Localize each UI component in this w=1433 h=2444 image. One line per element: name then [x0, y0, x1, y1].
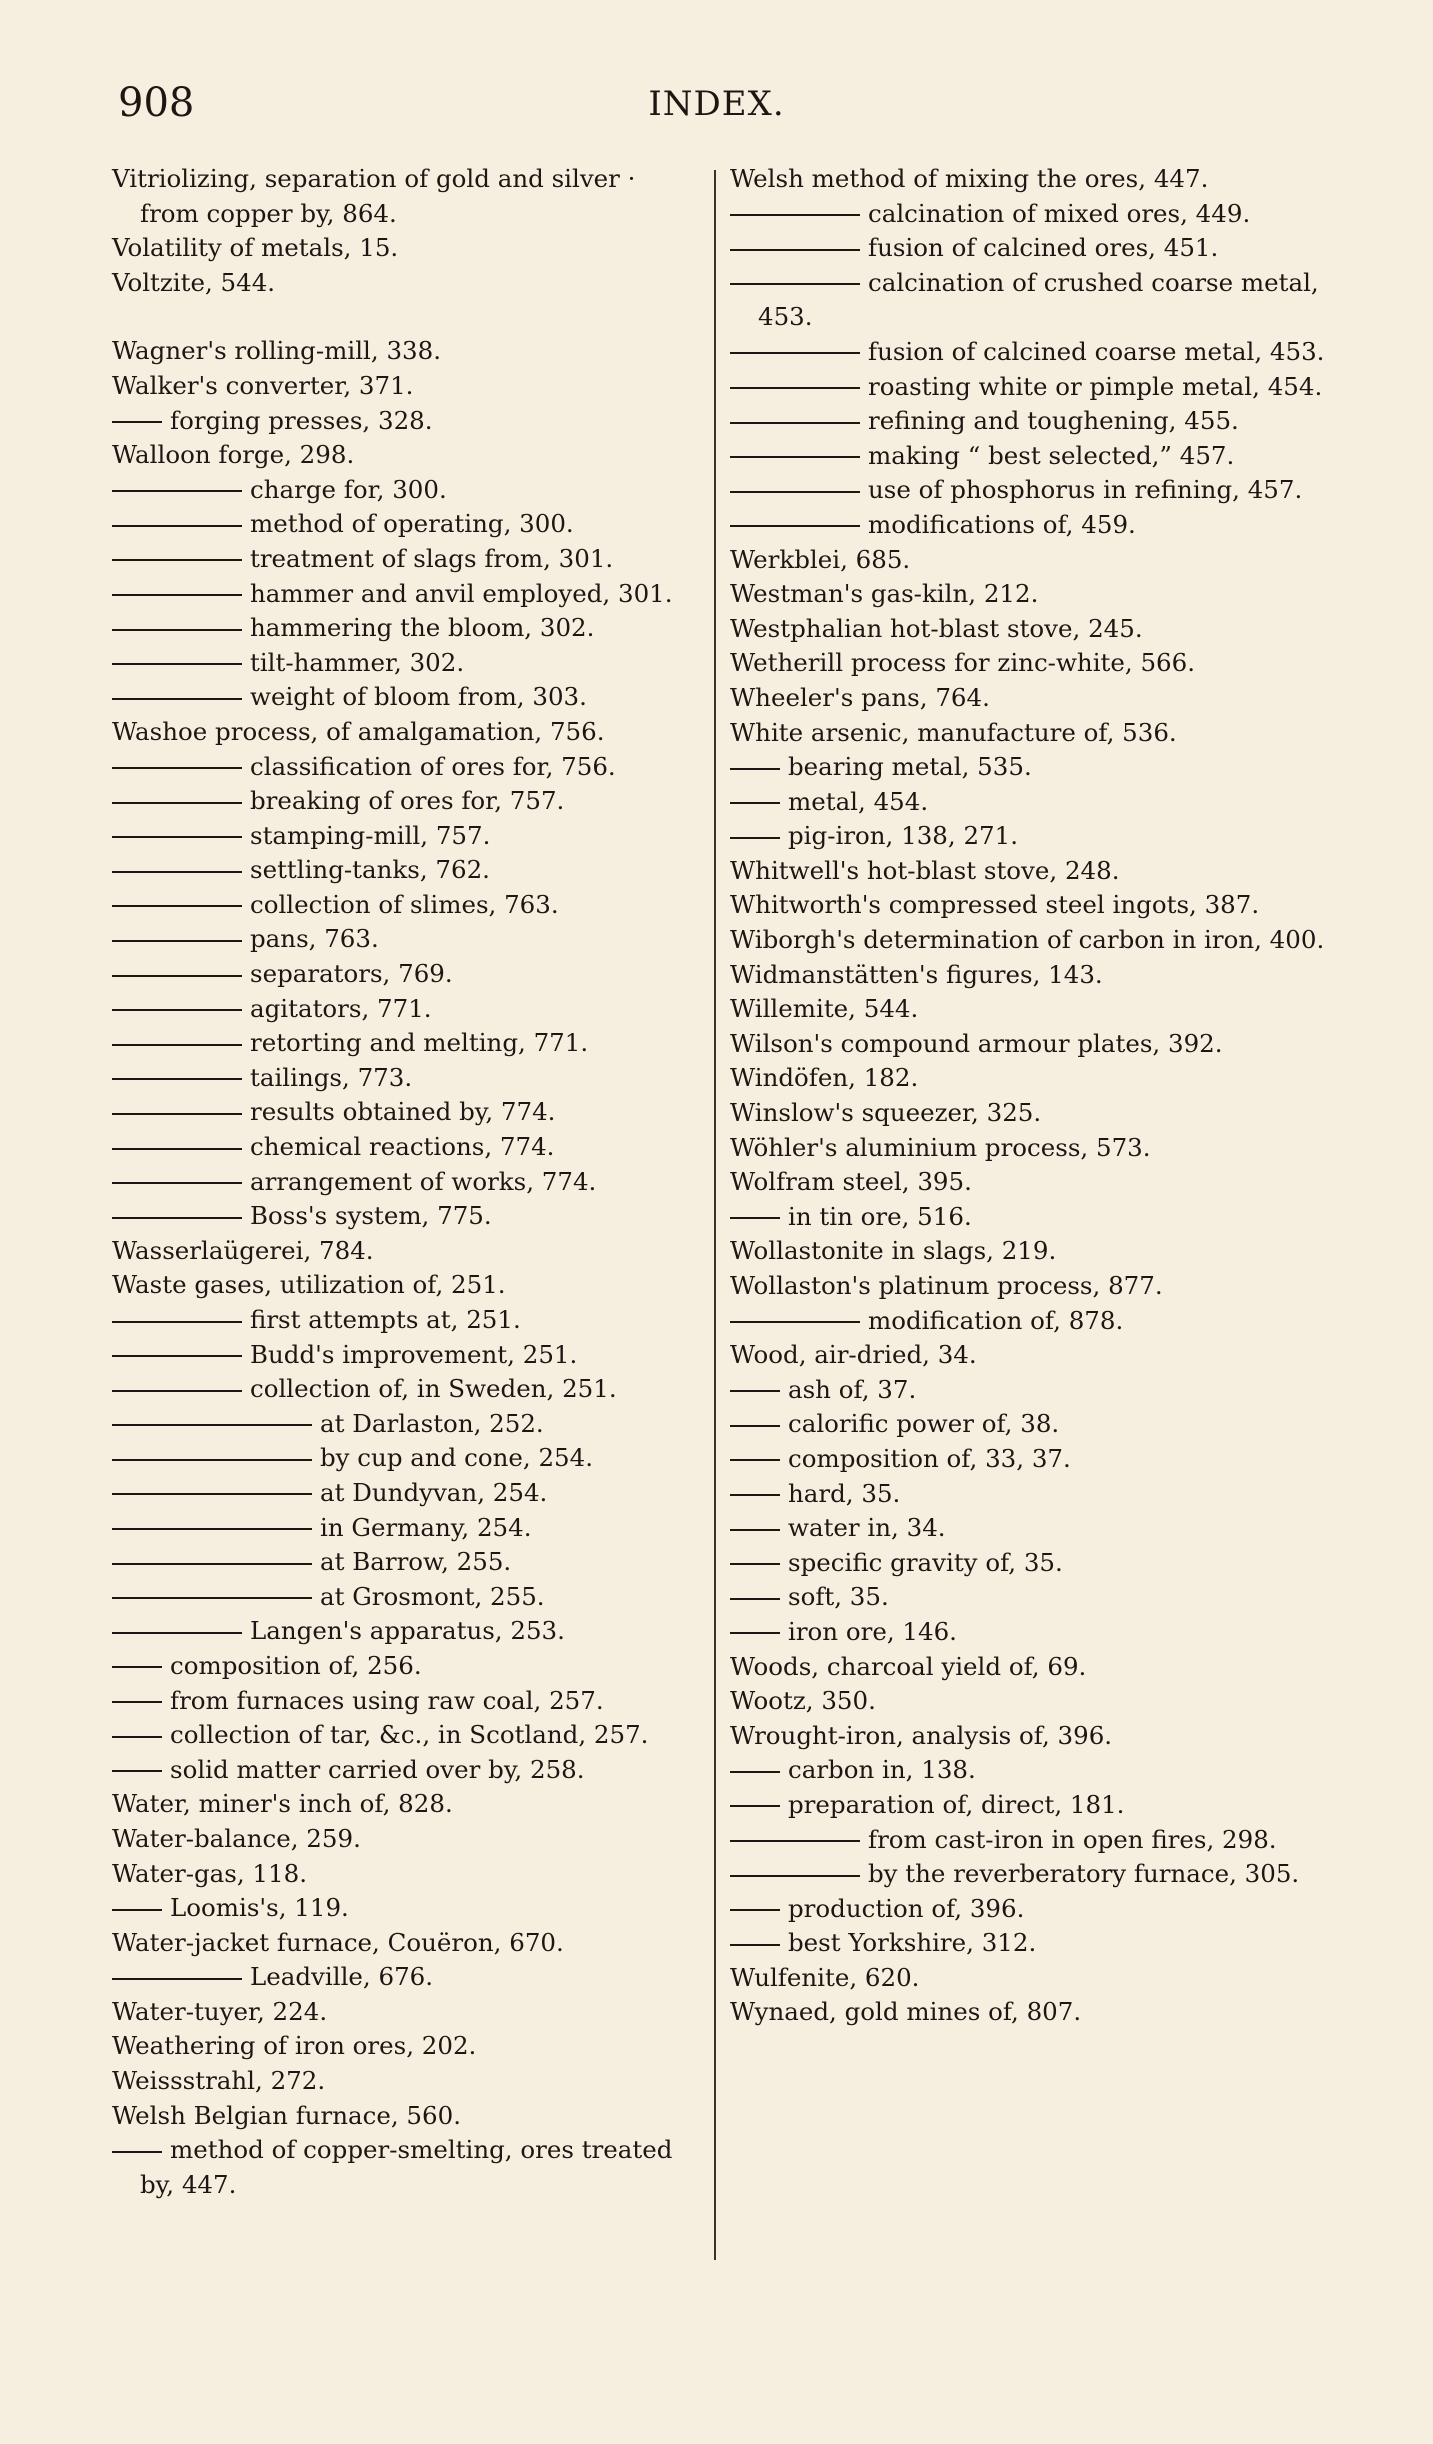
- entry-text: chemical reactions, 774.: [250, 1132, 555, 1162]
- entry-text: charge for, 300.: [250, 474, 447, 504]
- entry-text: Whitwell's hot-blast stove, 248.: [730, 855, 1120, 885]
- entry-text: results obtained by, 774.: [250, 1097, 556, 1127]
- ditto-dash: [112, 1078, 242, 1080]
- index-entry: [730, 1407, 1330, 1442]
- index-entry: [730, 888, 1330, 923]
- entry-text: Wolfram steel, 395.: [730, 1167, 972, 1197]
- index-column-right: [730, 162, 1330, 2030]
- index-entry: [112, 1268, 692, 1303]
- ditto-dash: [112, 698, 242, 700]
- entry-text: at Darlaston, 252.: [320, 1408, 544, 1438]
- index-entry: [112, 1545, 692, 1580]
- index-entry: [730, 1684, 1330, 1719]
- entry-text: modification of, 878.: [868, 1305, 1124, 1335]
- ditto-dash: [112, 836, 242, 838]
- index-entry: [730, 681, 1330, 716]
- index-entry: [730, 646, 1330, 681]
- index-entry: [730, 577, 1330, 612]
- entry-text: stamping-mill, 757.: [250, 820, 491, 850]
- entry-text: composition of, 33, 37.: [788, 1443, 1071, 1473]
- entry-text: fusion of calcined ores, 451.: [868, 233, 1219, 263]
- ditto-dash: [112, 525, 242, 527]
- ditto-dash: [112, 1528, 312, 1530]
- entry-text: White arsenic, manufacture of, 536.: [730, 717, 1177, 747]
- ditto-dash: [730, 214, 860, 216]
- index-entry: [730, 197, 1330, 232]
- index-entry: [730, 1373, 1330, 1408]
- index-entry: [730, 1477, 1330, 1512]
- index-entry: [112, 1580, 692, 1615]
- index-entry: [730, 404, 1330, 439]
- index-entry: [112, 2064, 692, 2099]
- entry-text: Walloon forge, 298.: [112, 440, 355, 470]
- entry-text: Budd's improvement, 251.: [250, 1339, 578, 1369]
- ditto-dash: [730, 1805, 780, 1807]
- entry-text: Westphalian hot-blast stove, 245.: [730, 613, 1143, 643]
- index-entry: [730, 1753, 1330, 1788]
- entry-text: Westman's gas-kiln, 212.: [730, 579, 1039, 609]
- index-entry: [730, 231, 1330, 266]
- entry-text: tilt-hammer, 302.: [250, 647, 465, 677]
- ditto-dash: [730, 1875, 860, 1877]
- ditto-dash: [730, 837, 780, 839]
- index-entry: [730, 750, 1330, 785]
- entry-text: making “ best selected,” 457.: [868, 440, 1235, 470]
- ditto-dash: [730, 422, 860, 424]
- entry-text: Weissstrahl, 272.: [112, 2066, 326, 2096]
- index-entry: [112, 2133, 692, 2202]
- entry-text: collection of tar, &c., in Scotland, 257.: [170, 1720, 649, 1750]
- entry-text: solid matter carried over by, 258.: [170, 1754, 585, 1784]
- index-entry: [112, 750, 692, 785]
- index-entry: [112, 1338, 692, 1373]
- index-entry: [112, 646, 692, 681]
- entry-text: Winslow's squeezer, 325.: [730, 1098, 1042, 1128]
- entry-text: in tin ore, 516.: [788, 1201, 972, 1231]
- ditto-dash: [112, 1044, 242, 1046]
- index-entry: [112, 1960, 692, 1995]
- ditto-dash: [730, 768, 780, 770]
- entry-text: Water-jacket furnace, Couëron, 670.: [112, 1927, 564, 1957]
- index-entry: [730, 370, 1330, 405]
- entry-text: collection of slimes, 763.: [250, 889, 559, 919]
- entry-text: by cup and cone, 254.: [320, 1443, 594, 1473]
- entry-text: collection of, in Sweden, 251.: [250, 1374, 617, 1404]
- ditto-dash: [730, 491, 860, 493]
- index-entry: [112, 1303, 692, 1338]
- entry-text: Water-gas, 118.: [112, 1858, 307, 1888]
- index-entry: [112, 404, 692, 439]
- entry-text: roasting white or pimple metal, 454.: [868, 371, 1323, 401]
- index-entry: [112, 1234, 692, 1269]
- entry-text: water in, 34.: [788, 1513, 946, 1543]
- entry-text: Willemite, 544.: [730, 994, 919, 1024]
- entry-text: calorific power of, 38.: [788, 1409, 1060, 1439]
- index-entry: [730, 1719, 1330, 1754]
- ditto-dash: [112, 1355, 242, 1357]
- index-entry: [112, 1130, 692, 1165]
- entry-text: arrangement of works, 774.: [250, 1166, 597, 1196]
- entry-text: method of copper-smelting, ores treated by, 447.: [140, 2135, 673, 2199]
- index-entry: [112, 1061, 692, 1096]
- entry-text: forging presses, 328.: [170, 405, 433, 435]
- entry-text: composition of, 256.: [170, 1650, 422, 1680]
- entry-text: classification of ores for, 756.: [250, 751, 616, 781]
- ditto-dash: [730, 249, 860, 251]
- entry-text: Water-tuyer, 224.: [112, 1996, 328, 2026]
- index-entry: [112, 680, 692, 715]
- entry-text: Water-balance, 259.: [112, 1823, 361, 1853]
- ditto-dash: [112, 559, 242, 561]
- entry-text: agitators, 771.: [250, 993, 432, 1023]
- ditto-dash: [112, 802, 242, 804]
- index-entry: [112, 542, 692, 577]
- ditto-dash: [730, 1598, 780, 1600]
- index-entry: [730, 1165, 1330, 1200]
- ditto-dash: [730, 1632, 780, 1634]
- index-entry: [112, 1857, 692, 1892]
- ditto-dash: [112, 1148, 242, 1150]
- entry-text: Welsh Belgian furnace, 560.: [112, 2100, 461, 2130]
- index-entry: [730, 1200, 1330, 1235]
- entry-text: Wood, air-dried, 34.: [730, 1340, 977, 1370]
- index-entry: [730, 1823, 1330, 1858]
- entry-text: Washoe process, of amalgamation, 756.: [112, 716, 605, 746]
- index-entry: [112, 1095, 692, 1130]
- ditto-dash: [730, 802, 780, 804]
- index-entry: [730, 1304, 1330, 1339]
- ditto-dash: [730, 1840, 860, 1842]
- entry-text: Boss's system, 775.: [250, 1201, 492, 1231]
- entry-text: calcination of crushed coarse metal, 453.: [758, 267, 1319, 332]
- ditto-dash: [112, 1493, 312, 1495]
- ditto-dash: [112, 490, 242, 492]
- index-entry: [112, 1649, 692, 1684]
- entry-text: Langen's apparatus, 253.: [250, 1616, 565, 1646]
- index-entry: [730, 1650, 1330, 1685]
- entry-text: settling-tanks, 762.: [250, 855, 490, 885]
- ditto-dash: [730, 283, 860, 285]
- entry-text: from cast-iron in open fires, 298.: [868, 1824, 1277, 1854]
- ditto-dash: [112, 1978, 242, 1980]
- index-entry: [730, 992, 1330, 1027]
- entry-text: breaking of ores for, 757.: [250, 786, 565, 816]
- index-entry: [730, 1131, 1330, 1166]
- index-entry: [730, 1442, 1330, 1477]
- entry-text: Loomis's, 119.: [170, 1893, 349, 1923]
- index-entry: [112, 1718, 692, 1753]
- ditto-dash: [730, 456, 860, 458]
- index-entry: [730, 958, 1330, 993]
- entry-text: specific gravity of, 35.: [788, 1547, 1063, 1577]
- entry-text: use of phosphorus in refining, 457.: [868, 475, 1303, 505]
- index-entry: [112, 2029, 692, 2064]
- index-entry: [730, 1546, 1330, 1581]
- index-entry: [730, 1926, 1330, 1961]
- entry-text: Waste gases, utilization of, 251.: [112, 1270, 506, 1300]
- index-entry: [730, 785, 1330, 820]
- index-entry: [112, 611, 692, 646]
- entry-text: metal, 454.: [788, 786, 929, 816]
- index-entry: [112, 819, 692, 854]
- ditto-dash: [112, 905, 242, 907]
- index-entry: [730, 1269, 1330, 1304]
- ditto-dash: [730, 1321, 860, 1323]
- ditto-dash: [730, 1944, 780, 1946]
- ditto-dash: [112, 1321, 242, 1323]
- entry-text: method of operating, 300.: [250, 509, 574, 539]
- ditto-dash: [730, 1390, 780, 1392]
- entry-text: Leadville, 676.: [250, 1962, 434, 1992]
- entry-text: first attempts at, 251.: [250, 1305, 521, 1334]
- index-entry: [112, 369, 692, 404]
- index-entry: [730, 1995, 1330, 2030]
- index-entry: [730, 543, 1330, 578]
- entry-text: calcination of mixed ores, 449.: [868, 198, 1251, 228]
- entry-text: Vitriolizing, separation of gold and silver · from copper by, 864.: [112, 164, 636, 228]
- ditto-dash: [730, 1909, 780, 1911]
- index-entry: [730, 508, 1330, 543]
- index-entry: [112, 1199, 692, 1234]
- index-gap: [112, 300, 692, 334]
- index-entry: [112, 1614, 692, 1649]
- entry-text: fusion of calcined coarse metal, 453.: [868, 336, 1325, 366]
- entry-text: at Barrow, 255.: [320, 1547, 512, 1577]
- index-entry: [112, 957, 692, 992]
- ditto-dash: [112, 1909, 162, 1911]
- index-entry: [730, 162, 1330, 197]
- ditto-dash: [112, 1736, 162, 1738]
- entry-text: iron ore, 146.: [788, 1616, 957, 1646]
- entry-text: retorting and melting, 771.: [250, 1028, 589, 1058]
- index-entry: [112, 1165, 692, 1200]
- index-entry: [730, 612, 1330, 647]
- entry-text: pig-iron, 138, 271.: [788, 821, 1019, 851]
- index-entry: [730, 1788, 1330, 1823]
- entry-text: bearing metal, 535.: [788, 752, 1032, 782]
- index-entry: [112, 438, 692, 473]
- entry-text: from furnaces using raw coal, 257.: [170, 1685, 604, 1715]
- ditto-dash: [112, 2151, 162, 2153]
- ditto-dash: [112, 940, 242, 942]
- index-entry: [730, 854, 1330, 889]
- ditto-dash: [112, 1770, 162, 1772]
- index-entry: [730, 1061, 1330, 1096]
- ditto-dash: [112, 1632, 242, 1634]
- entry-text: Wollaston's platinum process, 877.: [730, 1271, 1163, 1300]
- index-entry: [730, 1511, 1330, 1546]
- entry-text: Voltzite, 544.: [112, 267, 276, 297]
- index-entry: [112, 1026, 692, 1061]
- ditto-dash: [730, 1425, 780, 1427]
- entry-text: preparation of, direct, 181.: [788, 1789, 1125, 1819]
- entry-text: soft, 35.: [788, 1582, 889, 1612]
- ditto-dash: [112, 1182, 242, 1184]
- index-entry: [112, 1684, 692, 1719]
- index-entry: [112, 2099, 692, 2134]
- index-entry: [112, 1476, 692, 1511]
- index-entry: [112, 162, 692, 231]
- index-entry: [730, 1892, 1330, 1927]
- index-entry: [112, 715, 692, 750]
- ditto-dash: [112, 1009, 242, 1011]
- index-entry: [112, 888, 692, 923]
- ditto-dash: [730, 1217, 780, 1219]
- entry-text: carbon in, 138.: [788, 1755, 976, 1785]
- ditto-dash: [730, 1494, 780, 1496]
- entry-text: separators, 769.: [250, 959, 453, 989]
- entry-text: Wagner's rolling-mill, 338.: [112, 336, 442, 366]
- entry-text: Wulfenite, 620.: [730, 1962, 920, 1992]
- entry-text: Volatility of metals, 15.: [112, 233, 399, 263]
- index-entry: [730, 1615, 1330, 1650]
- index-entry: [112, 1891, 692, 1926]
- page-header: [0, 80, 1433, 140]
- index-entry: [112, 266, 692, 301]
- ditto-dash: [730, 387, 860, 389]
- ditto-dash: [112, 1701, 162, 1703]
- index-entry: [112, 1441, 692, 1476]
- ditto-dash: [112, 663, 242, 665]
- index-entry: [112, 473, 692, 508]
- index-entry: [112, 784, 692, 819]
- index-entry: [730, 266, 1330, 335]
- entry-text: Woods, charcoal yield of, 69.: [730, 1651, 1087, 1681]
- ditto-dash: [112, 1563, 312, 1565]
- entry-text: Welsh method of mixing the ores, 447.: [730, 164, 1209, 193]
- index-column-left: [112, 162, 692, 2202]
- ditto-dash: [112, 421, 162, 423]
- index-entry: [730, 439, 1330, 474]
- ditto-dash: [112, 1217, 242, 1219]
- entry-text: Wiborgh's determination of carbon in iron, 400.: [730, 925, 1325, 955]
- index-entry: [730, 716, 1330, 751]
- entry-text: Whitworth's compressed steel ingots, 387.: [730, 890, 1260, 920]
- entry-text: Wöhler's aluminium process, 573.: [730, 1132, 1151, 1162]
- ditto-dash: [112, 1113, 242, 1115]
- entry-text: Windöfen, 182.: [730, 1063, 919, 1093]
- entry-text: Wasserlaügerei, 784.: [112, 1235, 374, 1265]
- ditto-dash: [112, 1424, 312, 1426]
- ditto-dash: [730, 1529, 780, 1531]
- ditto-dash: [112, 1390, 242, 1392]
- entry-text: Widmanstätten's figures, 143.: [730, 959, 1103, 989]
- index-entry: [112, 1753, 692, 1788]
- column-divider: [714, 170, 716, 2260]
- entry-text: Walker's converter, 371.: [112, 370, 414, 400]
- entry-text: Wrought-iron, analysis of, 396.: [730, 1720, 1113, 1750]
- index-entry: [730, 1961, 1330, 1996]
- entry-text: hammer and anvil employed, 301.: [250, 578, 673, 608]
- entry-text: Water, miner's inch of, 828.: [112, 1789, 453, 1819]
- index-entry: [112, 1995, 692, 2030]
- index-entry: [730, 1027, 1330, 1062]
- ditto-dash: [112, 629, 242, 631]
- ditto-dash: [730, 352, 860, 354]
- index-entry: [730, 1234, 1330, 1269]
- index-entry: [112, 577, 692, 612]
- entry-text: Weathering of iron ores, 202.: [112, 2031, 477, 2061]
- entry-text: Werkblei, 685.: [730, 544, 911, 574]
- entry-text: Wollastonite in slags, 219.: [730, 1236, 1057, 1266]
- index-entry: [112, 507, 692, 542]
- entry-text: Wootz, 350.: [730, 1686, 876, 1716]
- entry-text: Wilson's compound armour plates, 392.: [730, 1028, 1223, 1058]
- index-entry: [112, 853, 692, 888]
- ditto-dash: [730, 1771, 780, 1773]
- entry-text: best Yorkshire, 312.: [788, 1928, 1037, 1958]
- entry-text: at Grosmont, 255.: [320, 1581, 545, 1611]
- entry-text: ash of, 37.: [788, 1374, 917, 1404]
- index-entry: [730, 923, 1330, 958]
- entry-text: Wetherill process for zinc-white, 566.: [730, 648, 1196, 678]
- entry-text: modifications of, 459.: [868, 509, 1136, 539]
- index-entry: [112, 1787, 692, 1822]
- entry-text: in Germany, 254.: [320, 1512, 532, 1542]
- entry-text: weight of bloom from, 303.: [250, 682, 587, 712]
- index-entry: [730, 1096, 1330, 1131]
- entry-text: Wynaed, gold mines of, 807.: [730, 1997, 1082, 2027]
- index-entry: [112, 1372, 692, 1407]
- entry-text: refining and toughening, 455.: [868, 406, 1239, 436]
- index-entry: [730, 473, 1330, 508]
- index-entry: [730, 1338, 1330, 1373]
- ditto-dash: [730, 1563, 780, 1565]
- page-title: INDEX.: [648, 84, 785, 124]
- ditto-dash: [112, 1597, 312, 1599]
- entry-text: treatment of slags from, 301.: [250, 543, 614, 573]
- index-entry: [730, 1857, 1330, 1892]
- index-entry: [112, 992, 692, 1027]
- entry-text: production of, 396.: [788, 1893, 1025, 1923]
- ditto-dash: [730, 525, 860, 527]
- entry-text: pans, 763.: [250, 924, 379, 954]
- page-number: 908: [118, 80, 195, 126]
- index-entry: [112, 334, 692, 369]
- index-entry: [112, 1926, 692, 1961]
- ditto-dash: [730, 1459, 780, 1461]
- index-entry: [112, 1822, 692, 1857]
- index-entry: [730, 819, 1330, 854]
- entry-text: hard, 35.: [788, 1478, 901, 1508]
- entry-text: Wheeler's pans, 764.: [730, 682, 990, 712]
- ditto-dash: [112, 1666, 162, 1668]
- ditto-dash: [112, 871, 242, 873]
- index-entry: [112, 922, 692, 957]
- index-entry: [112, 231, 692, 266]
- entry-text: tailings, 773.: [250, 1062, 413, 1092]
- ditto-dash: [112, 975, 242, 977]
- entry-text: hammering the bloom, 302.: [250, 613, 595, 643]
- index-entry: [730, 1580, 1330, 1615]
- index-entry: [112, 1407, 692, 1442]
- index-entry: [112, 1511, 692, 1546]
- ditto-dash: [112, 594, 242, 596]
- ditto-dash: [112, 767, 242, 769]
- entry-text: by the reverberatory furnace, 305.: [868, 1859, 1300, 1889]
- entry-text: at Dundyvan, 254.: [320, 1477, 548, 1507]
- ditto-dash: [112, 1459, 312, 1461]
- index-entry: [730, 335, 1330, 370]
